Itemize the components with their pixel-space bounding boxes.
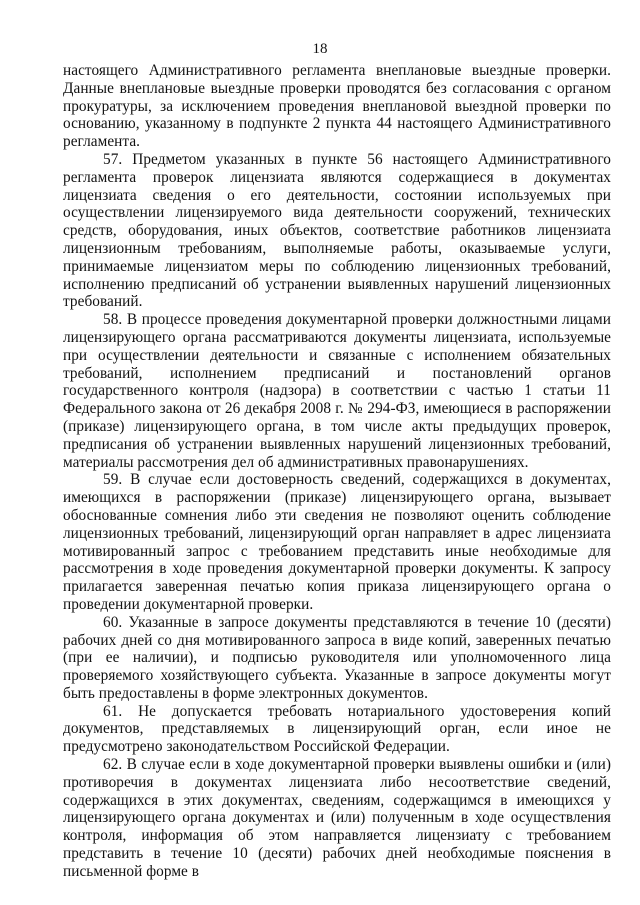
paragraph-57: 57. Предметом указанных в пункте 56 настоящего Административного регламента проверок лицензиата являются содержащиеся в документах лицензиата сведения о его деятельности, состоянии используемых при осуществлении лицензируемого вида деятельности сооружений, технических средств, оборудования, иных объектов, соответствие работников лицензиата лицензионным требованиям, выполняемые работы, оказываемые услуги, принимаемые лицензиатом меры по соблюдению лицензионных требований, исполнению предписаний об устранении выявленных нарушений лицензионных требований. — [63, 150, 611, 311]
page-number: 18 — [312, 41, 328, 57]
paragraph-60: 60. Указанные в запросе документы представляются в течение 10 (десяти) рабочих дней со дня мотивированного запроса в виде копий, заверенных печатью (при ее наличии), и подписью руководителя или уполномоченного лица проверяемого хозяйствующего субъекта. Указанные в запросе документы могут быть предоставлены в форме электронных документов. — [63, 613, 611, 702]
paragraph-62: 62. В случае если в ходе документарной проверки выявлены ошибки и (или) противоречия в документах лицензиата либо несоответствие сведений, содержащихся в этих документах, сведениям, содержащимся в имеющихся у лицензирующего органа документах и (или) полученным в ходе осуществления контроля, информация об этом направляется лицензиату с требованием представить в течение 10 (десяти) рабочих дней необходимые пояснения в письменной форме в — [63, 756, 611, 880]
paragraph-59: 59. В случае если достоверность сведений, содержащихся в документах, имеющихся в распоряжении (приказе) лицензирующего органа, вызывает обоснованные сомнения либо эти сведения не позволяют оценить соблюдение лицензионных требований, лицензирующий орган направляет в адрес лицензиата мотивированный запрос с требованием представить иные необходимые для рассмотрения в ходе проведения документарной проверки документы. К запросу прилагается заверенная печатью копия приказа лицензирующего органа о проведении документарной проверки. — [63, 471, 611, 613]
paragraph-56-continuation: настоящего Административного регламента внеплановые выездные проверки. Данные внеплановые выездные проверки проводятся без согласования с органом прокуратуры, за исключением проведения внеплановой выездной проверки по основанию, указанному в подпункте 2 пункта 44 настоящего Административного регламента. — [63, 62, 611, 151]
paragraph-61: 61. Не допускается требовать нотариального удостоверения копий документов, представляемых в лицензирующий орган, если иное не предусмотрено законодательством Российской Федерации. — [63, 702, 611, 756]
document-body — [63, 62, 611, 881]
paragraph-58: 58. В процессе проведения документарной проверки должностными лицами лицензирующего органа рассматриваются документы лицензиата, используемые при осуществлении деятельности и связанные с исполнением обязательных требований, исполнением предписаний и постановлений органов государственного контроля (надзора) в соответствии с частью 1 статьи 11 Федерального закона от 26 декабря 2008 г. № 294-ФЗ, имеющиеся в распоряжении (приказе) лицензирующего органа, в том числе акты предыдущих проверок, предписания об устранении выявленных нарушений лицензионных требований, материалы рассмотрения дел об административных правонарушениях. — [63, 311, 611, 471]
